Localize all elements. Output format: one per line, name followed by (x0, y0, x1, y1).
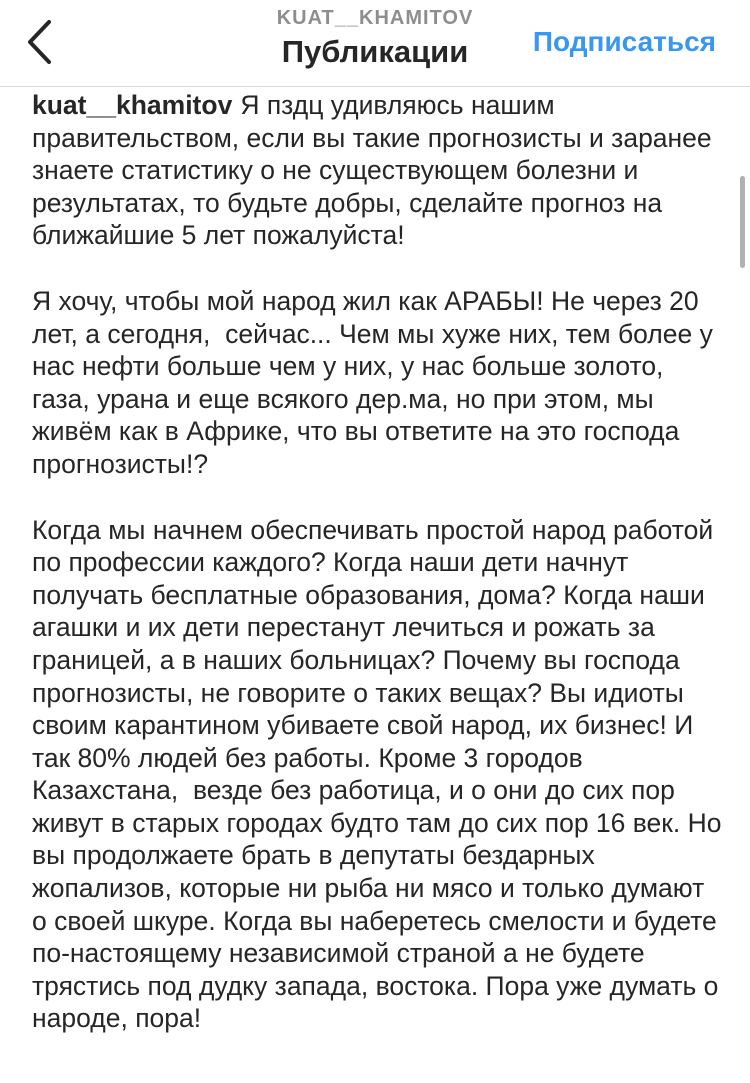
header-titles (200, 6, 550, 72)
top-bar (0, 0, 750, 87)
chevron-left-icon (22, 16, 58, 68)
comment-paragraph-2: Я хочу, чтобы мой народ жил как АРАБЫ! Не через 20 лет, а сегодня, сейчас... Чем мы хуже них, тем более у нас нефти больше чем у них, у нас больше золото, газа, урана и еще всякого дер.ма, но при этом, мы живём как в Африке, что вы ответите на это господа прогнозисты!? (32, 285, 721, 479)
back-button[interactable] (22, 16, 58, 68)
page-title: Публикации (281, 34, 469, 69)
comment-author[interactable]: kuat__khamitov (32, 90, 233, 120)
header-username: KUAT__KHAMITOV (276, 7, 474, 29)
comment-body (32, 89, 729, 1068)
comment-paragraph-1 (32, 89, 722, 252)
scrollbar[interactable] (740, 176, 745, 268)
follow-button[interactable]: Подписаться (532, 26, 716, 57)
comment-text-1: Я пздц удивляюсь нашим правительством, если вы такие прогнозисты и заранее знаете статистику о не существующем болезни и результатах, то будьте добры, сделайте прогноз на ближайшие 5 лет пожалуйста! (32, 90, 720, 251)
comment-paragraph-3: Когда мы начнем обеспечивать простой народ работой по профессии каждого? Когда наши дети начнут получать бесплатные образования, дома? Когда наши агашки и их дети перестанут лечиться и рожать за границей, а в наших больницах? Почему вы господа прогнозисты, не говорите о таких вещах? Вы идиоты своим карантином убиваете свой народ, их бизнес! И так 80% людей без работы. Кроме 3 городов Казахстана, везде без работица, и о они до сих пор живут в старых городах будто там до сих пор 16 век. Но вы продолжаете брать в депутаты бездарных жопализов, которые ни рыба ни мясо и только думают о своей шкуре. Когда вы наберетесь смелости и будете по-настоящему независимой страной а не будете трястись под дудку запада, востока. Пора уже думать о народе, пора! (32, 514, 729, 1034)
